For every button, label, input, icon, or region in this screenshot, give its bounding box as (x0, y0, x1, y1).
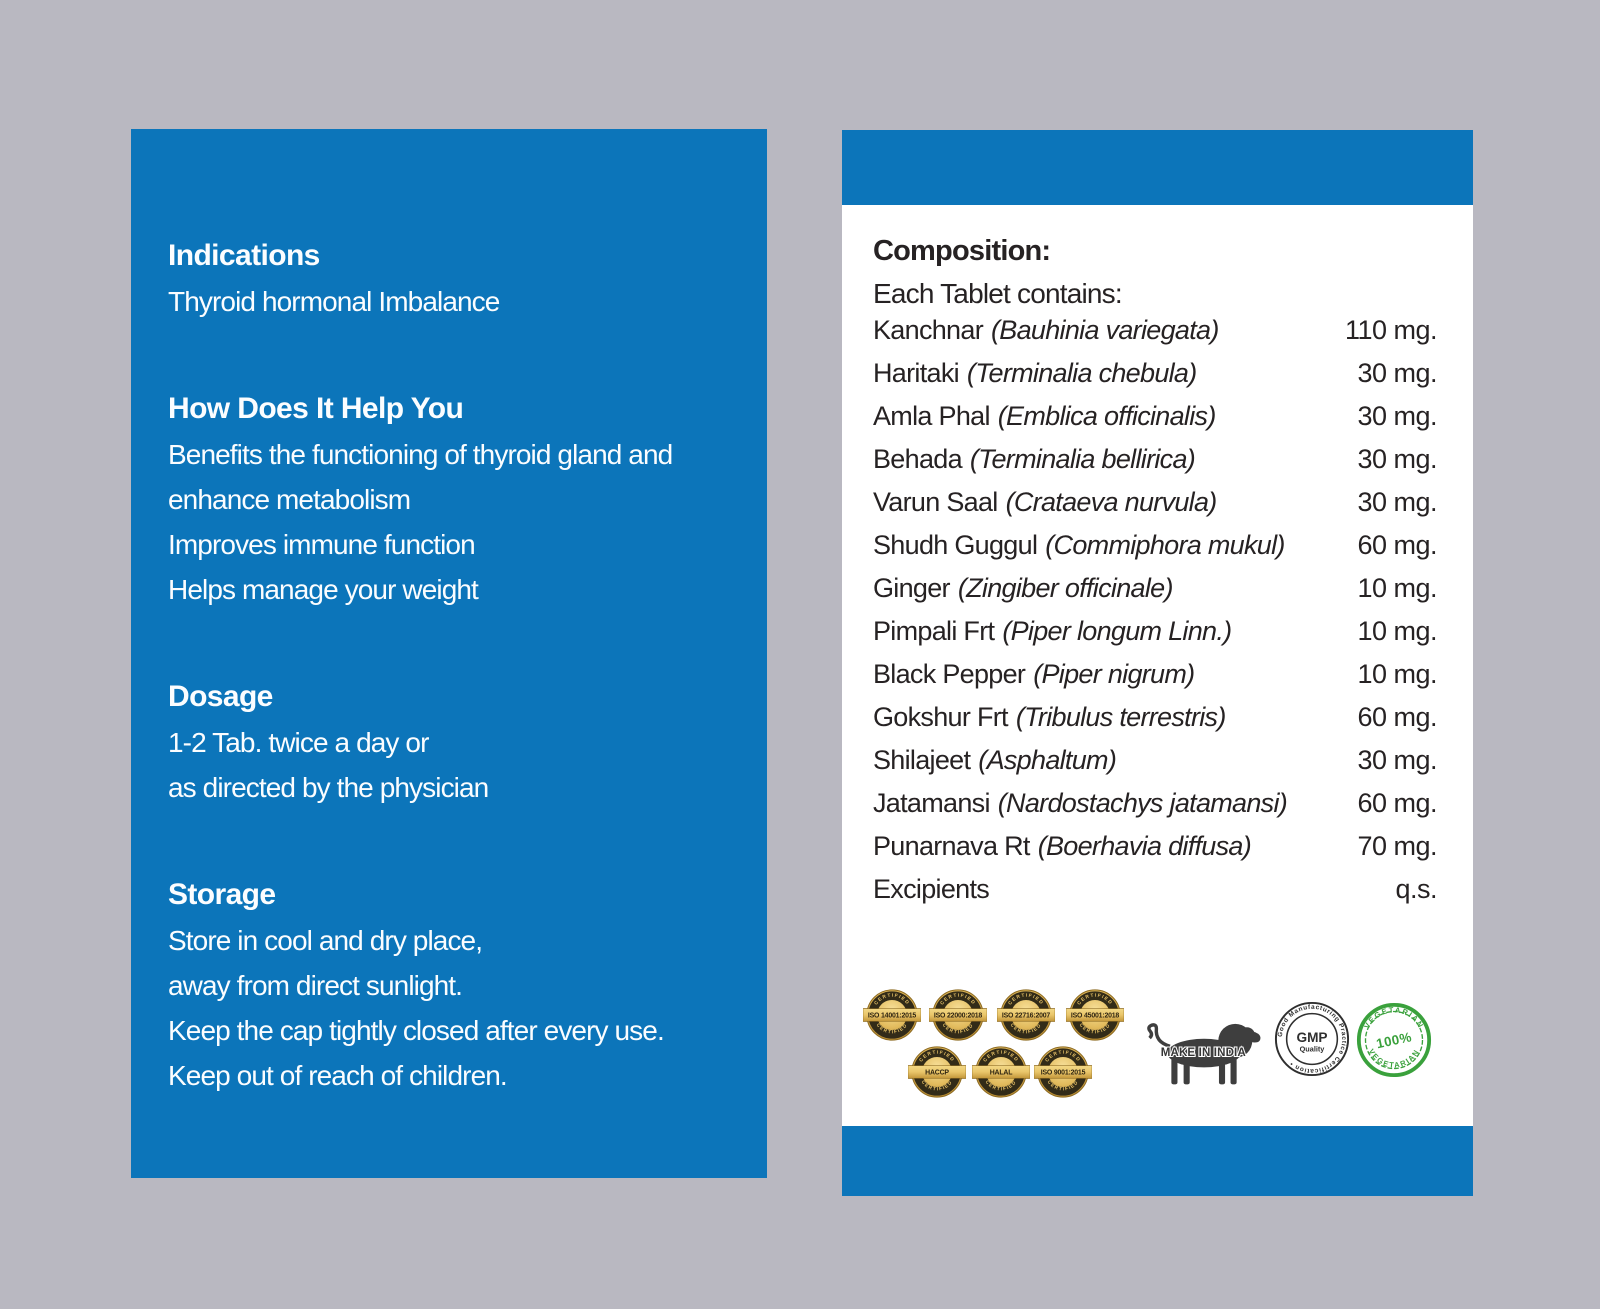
section-heading: Indications (168, 239, 320, 272)
ingredient-row (873, 573, 1437, 616)
ingredient-amount: 30 mg. (1357, 401, 1437, 431)
storage-section (168, 872, 767, 1098)
ingredient-row (873, 788, 1437, 831)
svg-text:GMP: GMP (1296, 1029, 1328, 1045)
ingredient-row (873, 487, 1437, 530)
make-in-india-label: MAKE IN INDIA (1160, 1046, 1246, 1059)
svg-text:CERTIFIED: CERTIFIED (919, 1079, 955, 1093)
haccp-badge-icon (908, 1043, 966, 1101)
svg-text:Quality: Quality (1299, 1044, 1325, 1054)
ingredient-amount: 30 mg. (1357, 358, 1437, 388)
svg-text:CERTIFIED: CERTIFIED (1077, 1022, 1113, 1036)
ingredient-amount: 70 mg. (1357, 831, 1437, 861)
svg-text:CERTIFIED: CERTIFIED (874, 993, 910, 1007)
ingredient-latin: (Boerhavia diffusa) (1037, 831, 1252, 861)
section-line: 1-2 Tab. twice a day or (168, 727, 429, 758)
svg-text:CERTIFIED: CERTIFIED (940, 993, 976, 1007)
ingredient-name: Behada (873, 444, 962, 474)
ingredient-row (873, 530, 1437, 573)
ingredient-row (873, 745, 1437, 788)
ingredient-latin: (Bauhinia variegata) (990, 315, 1219, 345)
svg-text:CERTIFIED: CERTIFIED (983, 1050, 1019, 1064)
section-line: Helps manage your weight (168, 574, 478, 605)
ingredient-name: Black Pepper (873, 659, 1026, 689)
ingredient-latin: (Emblica officinalis) (997, 401, 1216, 431)
section-line: Keep the cap tightly closed after every use. (168, 1015, 664, 1046)
svg-text:ISO 22000:2018: ISO 22000:2018 (933, 1012, 983, 1020)
composition-heading: Composition: (873, 235, 1051, 267)
ingredient-row (873, 831, 1437, 874)
iso-22716-badge-icon (997, 986, 1055, 1044)
ingredient-row (873, 616, 1437, 659)
svg-text:VEGETARIAN: VEGETARIAN (1362, 1005, 1426, 1031)
ingredient-amount: q.s. (1395, 874, 1437, 904)
dosage-section (168, 674, 767, 810)
ingredient-row (873, 401, 1437, 444)
composition-subheading: Each Tablet contains: (873, 278, 1122, 309)
section-line: enhance metabolism (168, 484, 411, 515)
ingredient-latin: (Piper longum Linn.) (1002, 616, 1232, 646)
section-line: as directed by the physician (168, 772, 489, 803)
ingredient-latin: (Terminalia chebula) (966, 358, 1197, 388)
svg-text:CERTIFIED: CERTIFIED (1008, 1022, 1044, 1036)
ingredient-name: Kanchnar (873, 315, 983, 345)
section-line: away from direct sunlight. (168, 970, 463, 1001)
section-line: Improves immune function (168, 529, 475, 560)
ingredient-name: Shilajeet (873, 745, 971, 775)
ingredient-name: Haritaki (873, 358, 959, 388)
gmp-quality-seal-icon (1273, 1000, 1351, 1078)
svg-text:100%: 100% (1374, 1029, 1414, 1052)
ingredient-latin: (Zingiber officinale) (957, 573, 1173, 603)
composition-panel (842, 130, 1473, 1196)
ingredient-row (873, 659, 1437, 702)
svg-text:ISO 22716:2007: ISO 22716:2007 (1001, 1012, 1051, 1020)
section-heading: Storage (168, 878, 276, 911)
ingredient-name: Gokshur Frt (873, 702, 1008, 732)
ingredient-name: Excipients (873, 874, 990, 904)
ingredient-name: Amla Phal (873, 401, 990, 431)
section-line: Benefits the functioning of thyroid gland and (168, 439, 673, 470)
svg-text:VEGETARIAN: VEGETARIAN (1366, 1047, 1422, 1070)
ingredient-amount: 30 mg. (1357, 745, 1437, 775)
svg-text:ISO 45001:2018: ISO 45001:2018 (1070, 1012, 1120, 1020)
ingredient-name: Varun Saal (873, 487, 998, 517)
ingredient-amount: 10 mg. (1357, 573, 1437, 603)
svg-text:CERTIFIED: CERTIFIED (1045, 1050, 1081, 1064)
ingredient-amount: 110 mg. (1344, 315, 1437, 345)
halal-badge-icon (972, 1043, 1030, 1101)
ingredient-row (873, 702, 1437, 745)
ingredient-name: Jatamansi (873, 788, 990, 818)
ingredient-latin: (Crataeva nurvula) (1005, 487, 1217, 517)
iso-9001-badge-icon (1034, 1043, 1092, 1101)
iso-14001-badge-icon (863, 986, 921, 1044)
ingredient-row (873, 315, 1437, 358)
ingredient-amount: 10 mg. (1357, 659, 1437, 689)
svg-text:ISO 9001:2015: ISO 9001:2015 (1040, 1069, 1086, 1077)
ingredient-amount: 10 mg. (1357, 616, 1437, 646)
usage-panel-content (131, 129, 767, 1098)
ingredient-row (873, 874, 1437, 917)
ingredient-amount: 60 mg. (1357, 788, 1437, 818)
ingredient-latin: (Commiphora mukul) (1045, 530, 1285, 560)
svg-text:ISO 14001:2015: ISO 14001:2015 (867, 1012, 917, 1020)
section-line: Keep out of reach of children. (168, 1060, 507, 1091)
svg-text:CERTIFIED: CERTIFIED (983, 1079, 1019, 1093)
ingredient-amount: 30 mg. (1357, 444, 1437, 474)
ingredient-amount: 60 mg. (1357, 702, 1437, 732)
indications-section (168, 233, 767, 324)
benefits-section (168, 386, 767, 612)
iso-22000-badge-icon (929, 986, 987, 1044)
ingredient-amount: 60 mg. (1357, 530, 1437, 560)
ingredient-latin: (Asphaltum) (978, 745, 1117, 775)
iso-45001-badge-icon (1066, 986, 1124, 1044)
svg-text:HACCP: HACCP (925, 1069, 949, 1077)
ingredient-row (873, 444, 1437, 487)
section-line: Store in cool and dry place, (168, 925, 483, 956)
ingredient-name: Punarnava Rt (873, 831, 1030, 861)
ingredient-name: Pimpali Frt (873, 616, 995, 646)
ingredient-latin: (Nardostachys jatamansi) (997, 788, 1288, 818)
make-in-india-lion-icon (1136, 1010, 1272, 1090)
ingredient-amount: 30 mg. (1357, 487, 1437, 517)
ingredient-latin: (Terminalia bellirica) (969, 444, 1196, 474)
section-line: Thyroid hormonal Imbalance (168, 286, 500, 317)
section-heading: Dosage (168, 680, 273, 713)
ingredient-name: Ginger (873, 573, 950, 603)
svg-text:CERTIFIED: CERTIFIED (1077, 993, 1113, 1007)
svg-text:CERTIFIED: CERTIFIED (940, 1022, 976, 1036)
svg-text:CERTIFIED: CERTIFIED (1045, 1079, 1081, 1093)
svg-text:HALAL: HALAL (989, 1069, 1013, 1077)
ingredient-row (873, 358, 1437, 401)
svg-text:CERTIFIED: CERTIFIED (919, 1050, 955, 1064)
ingredient-name: Shudh Guggul (873, 530, 1038, 560)
svg-text:Good Manufacturing Practice Ce: Good Manufacturing Practice Certification • (1276, 1003, 1348, 1075)
svg-text:CERTIFIED: CERTIFIED (1008, 993, 1044, 1007)
vegetarian-seal-icon (1356, 1002, 1432, 1078)
section-heading: How Does It Help You (168, 392, 464, 425)
usage-panel (131, 129, 767, 1178)
svg-text:CERTIFIED: CERTIFIED (874, 1022, 910, 1036)
ingredient-latin: (Tribulus terrestris) (1015, 702, 1226, 732)
ingredient-latin: (Piper nigrum) (1033, 659, 1195, 689)
